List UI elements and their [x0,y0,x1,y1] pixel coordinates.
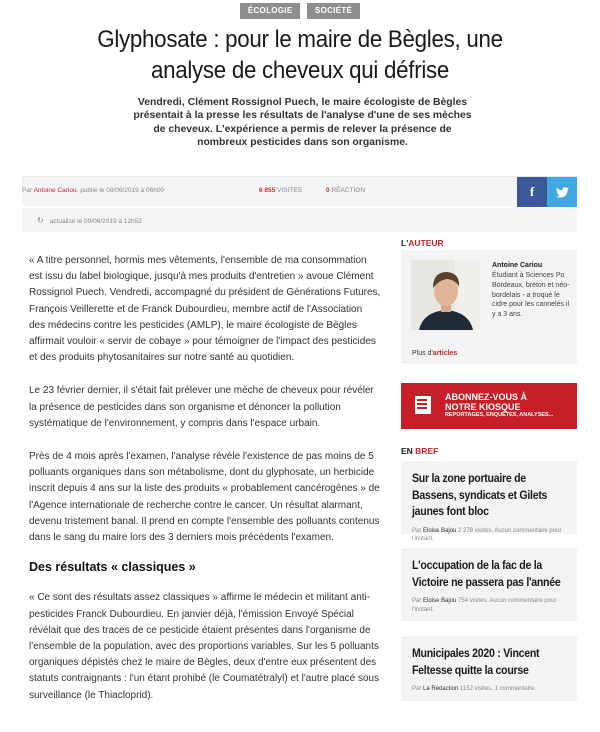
reaction-count[interactable]: 0 RÉACTION [326,187,366,194]
paragraph: « Ce sont des résultats assez classiques » affirme le médecin et militant anti-pesticides Franck Dubourdieu. En janvier déjà, l'émission Envoyé Spécial révélait que des traces de ce pesticide étaient présentes dans l'organisme de l'ensemble de la population, avec des proportions variables. Sur les 5 polluants organiques dépistés chez le maire de Bègles, deux d'entre eux présentent des statuts contraignants : l'un étant prohibé (le Coumatétralyl) et l'autre placé sous surveillance (le Thiacloprid). [29,592,380,701]
author-photo [411,260,481,330]
category-tags [0,0,600,19]
brief-meta: Par Eloise Bajou 754 visites. Aucun commentaire pour l'instant. [412,598,557,613]
article-body [29,253,381,721]
magazine-icon [415,396,431,414]
twitter-icon [556,187,569,198]
tag-ecologie[interactable]: ÉCOLOGIE [240,3,301,19]
article-lede: Vendredi, Clément Rossignol Puech, le maire écologiste de Bègles présentait à la presse les résultats de l'analyse d'une de ses mèches de cheveux. L'expérience a permis de relever la présence de nombreux pesticides dans son organisme. [133,97,472,149]
author-link[interactable]: Antoine Cariou [33,187,77,194]
paragraph: Près de 4 mois après l'examen, l'analyse révèle l'existence de pas moins de 5 polluants organiques dans son métabolisme, dont du glyphosate, un herbicide inscrit depuis 4 ans sur la liste des produits « probablement cancérogènes » de l'Agence internationale de recherche contre le cancer. Un résultat alarmant, devenu tristement banal. Il prend en compte l'ensemble des polluants contenus dans le sang du maire lors des 3 derniers mois précédents l'examen. [29,451,380,544]
paragraph: Le 23 février dernier, il s'était fait prélever une mèche de cheveux pour révéler la présence de pesticides dans son organisme et dénoncer la pollution systématique de l'environnement, y compris dans l'espace urbain. [29,385,374,429]
brief-section-heading: EN BREF [401,446,439,456]
brief-title[interactable]: Sur la zone portuaire de Bassens, syndicats et Gilets jaunes font bloc [412,473,548,518]
article-meta-bar [22,176,577,206]
subscribe-kiosque-banner[interactable] [401,383,577,429]
paragraph: « A titre personnel, hormis mes vêtements, l'ensemble de ma consommation est issu du label biologique, jusqu'à mes produits d'entretien » avoue Clément Rossignol Puech. Vendredi, accompagné du président de Générations Futures, François Veillerette et de Franck Dubourdieu, membre actif de l'Association des médecins contre les pesticides (AMLP), le maire écologiste de Bègles affirmait vouloir « servir de cobaye » pour témoigner de l'impact des pesticides et des produits phytosanitaires sur notre santé au quotidien. [29,255,381,364]
brief-title[interactable]: Municipales 2020 : Vincent Feltesse quitte la course [412,648,540,677]
article-title: Glyphosate : pour le maire de Bègles, une analyse de cheveux qui défrise [97,26,503,84]
brief-card [401,636,577,701]
share-buttons [517,177,577,207]
updated-timestamp: ↻ actualisé le 09/06/2019 à 12h52 [22,208,577,232]
brief-card [401,461,577,542]
kiosque-subtitle: REPORTAGES, ENQUÊTES, ANALYSES... [445,412,554,418]
refresh-icon: ↻ [37,216,44,225]
facebook-share-button[interactable] [517,177,547,207]
twitter-share-button[interactable] [547,177,577,207]
tag-societe[interactable]: SOCIÉTÉ [307,3,360,19]
brief-author[interactable]: Eloise Bajou [423,598,457,604]
brief-card [401,548,577,621]
brief-author[interactable]: La Rédaction [423,686,459,692]
brief-meta: Par La Rédaction 1152 visites. 1 commentaire. [412,686,536,692]
publish-date: , publié le 08/06/2019 à 06h00 [76,187,165,194]
visit-count: 6 855 VISITES [259,187,303,194]
facebook-icon: f [529,184,535,199]
author-box [401,250,577,364]
brief-title[interactable]: L'occupation de la fac de la Victoire ne passera pas l'année [412,560,561,589]
author-bio: Étudiant à Sciences Po Bordeaux, breton et néo-bordelais - a troqué le cidre pour les cannelés il y a 3 ans. [492,272,570,319]
brief-author[interactable]: Eloise Bajou [423,527,457,534]
more-articles-link[interactable]: Plus d'articles [412,350,458,357]
kiosque-title: ABONNEZ-VOUS À NOTRE KIOSQUE [445,392,528,412]
brief-meta: Par Eloise Bajou 2 278 visites. Aucun commentaire pour l'instant. [412,527,562,542]
byline: Par Antoine Cariou, publié le 08/06/2019 à 06h00 [22,187,165,194]
avatar[interactable] [411,260,481,330]
author-name[interactable]: Antoine Cariou [492,262,543,269]
subheading: Des résultats « classiques » [29,560,196,575]
author-section-heading: L'AUTEUR [401,238,444,248]
